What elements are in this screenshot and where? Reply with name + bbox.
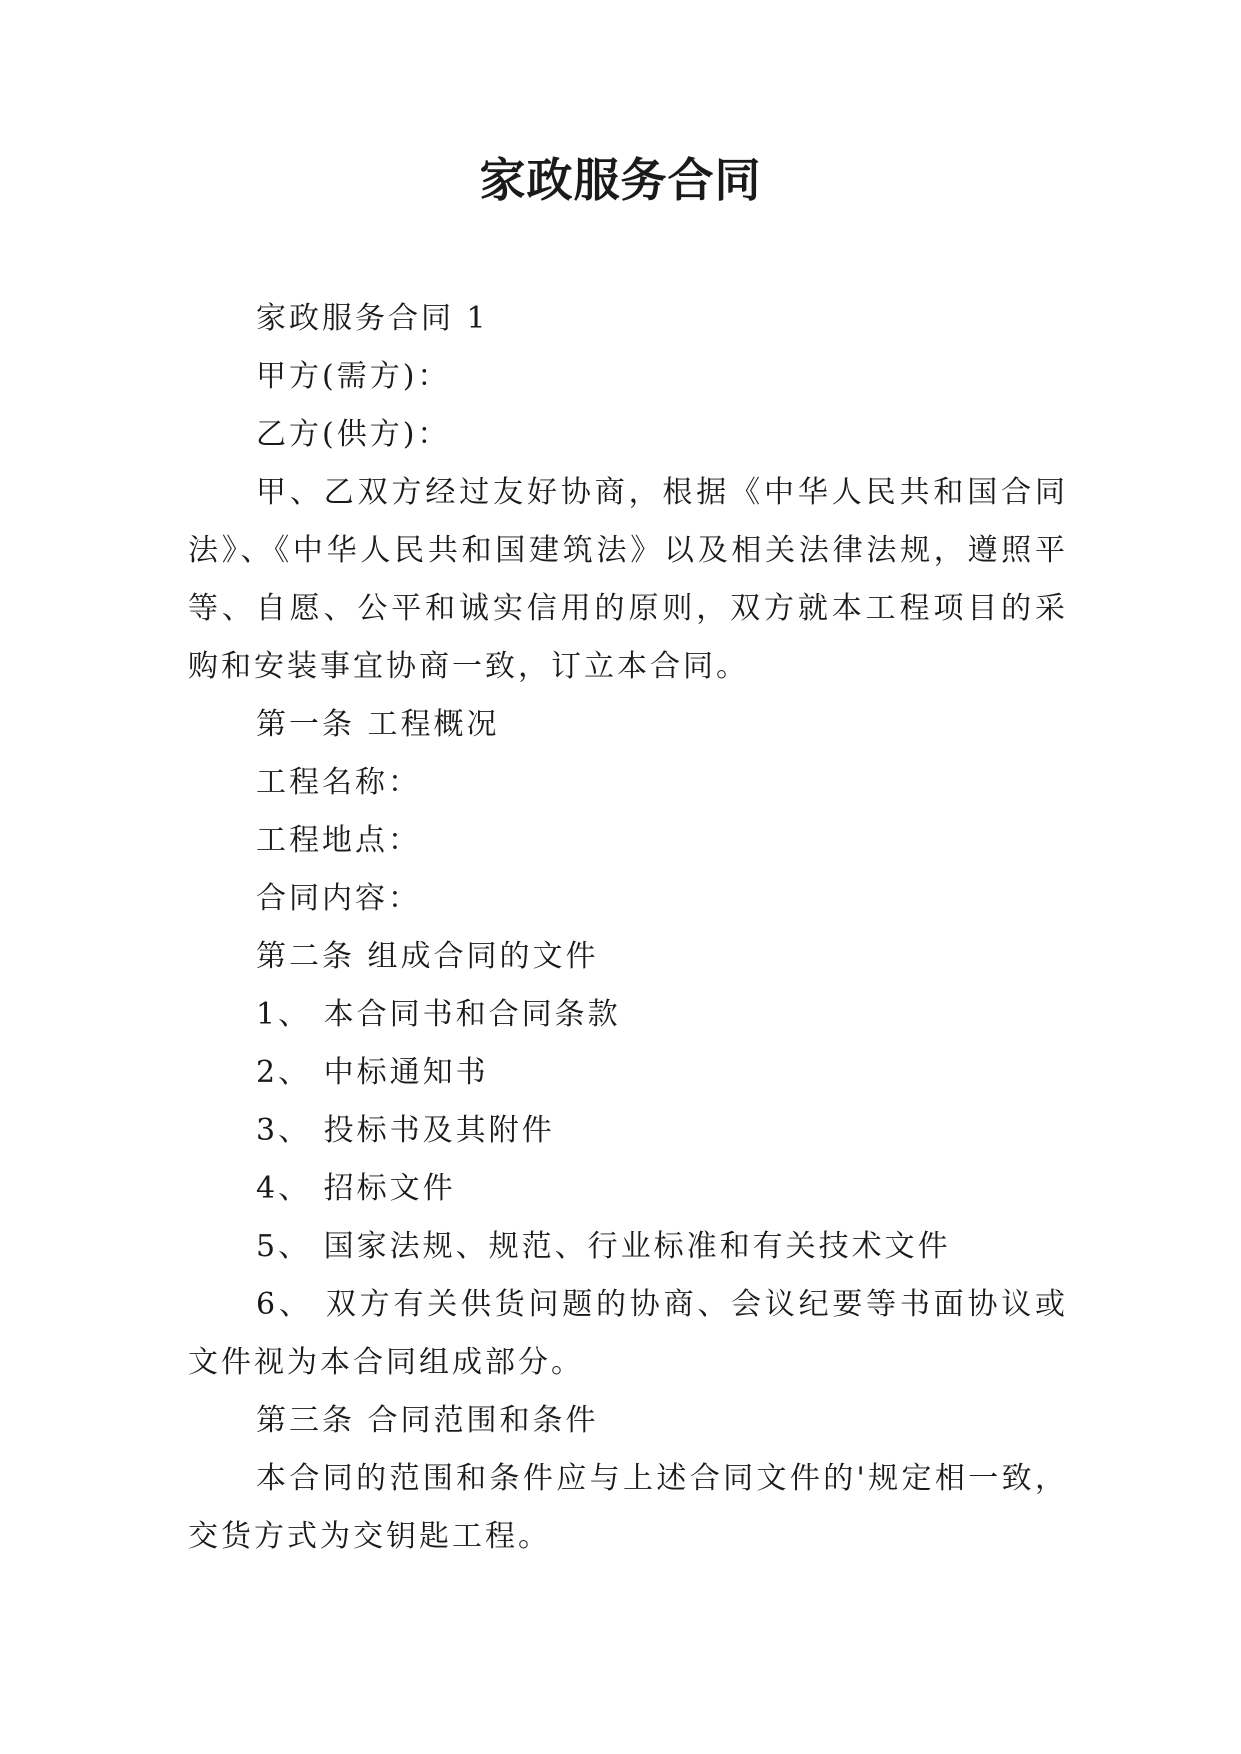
- list-item-5: 5、 国家法规、规范、行业标准和有关技术文件: [256, 1229, 951, 1264]
- article-2-heading: 第二条 组成合同的文件: [256, 939, 599, 974]
- list-item-6: 6、 双方有关供货问题的协商、会议纪要等书面协议或文件视为本合同组成部分。: [188, 1287, 1068, 1380]
- paragraph-party-a: 甲方(需方)：: [256, 359, 451, 394]
- list-item-4: 4、 招标文件: [256, 1171, 456, 1206]
- article-1-heading: 第一条 工程概况: [256, 707, 500, 742]
- contract-content-field: 合同内容：: [256, 881, 421, 916]
- paragraph-party-b: 乙方(供方)：: [256, 417, 451, 452]
- article-3-heading: 第三条 合同范围和条件: [256, 1403, 599, 1438]
- list-item-3: 3、 投标书及其附件: [256, 1113, 555, 1148]
- project-location-field: 工程地点：: [256, 823, 421, 858]
- project-name-field: 工程名称：: [256, 765, 421, 800]
- paragraph-heading: 家政服务合同 1: [256, 301, 489, 336]
- list-item-2: 2、 中标通知书: [256, 1055, 489, 1090]
- article-3-body: 本合同的范围和条件应与上述合同文件的'规定相一致，交货方式为交钥匙工程。: [188, 1461, 1068, 1554]
- document-body: [188, 290, 1068, 1566]
- list-item-1: 1、 本合同书和合同条款: [256, 997, 621, 1032]
- paragraph-preamble: 甲、乙双方经过友好协商，根据《中华人民共和国合同法》、《中华人民共和国建筑法》以及相关法律法规，遵照平等、自愿、公平和诚实信用的原则，双方就本工程项目的采购和安装事宜协商一致，订立本合同。: [188, 475, 1068, 684]
- document-title: 家政服务合同: [479, 153, 762, 207]
